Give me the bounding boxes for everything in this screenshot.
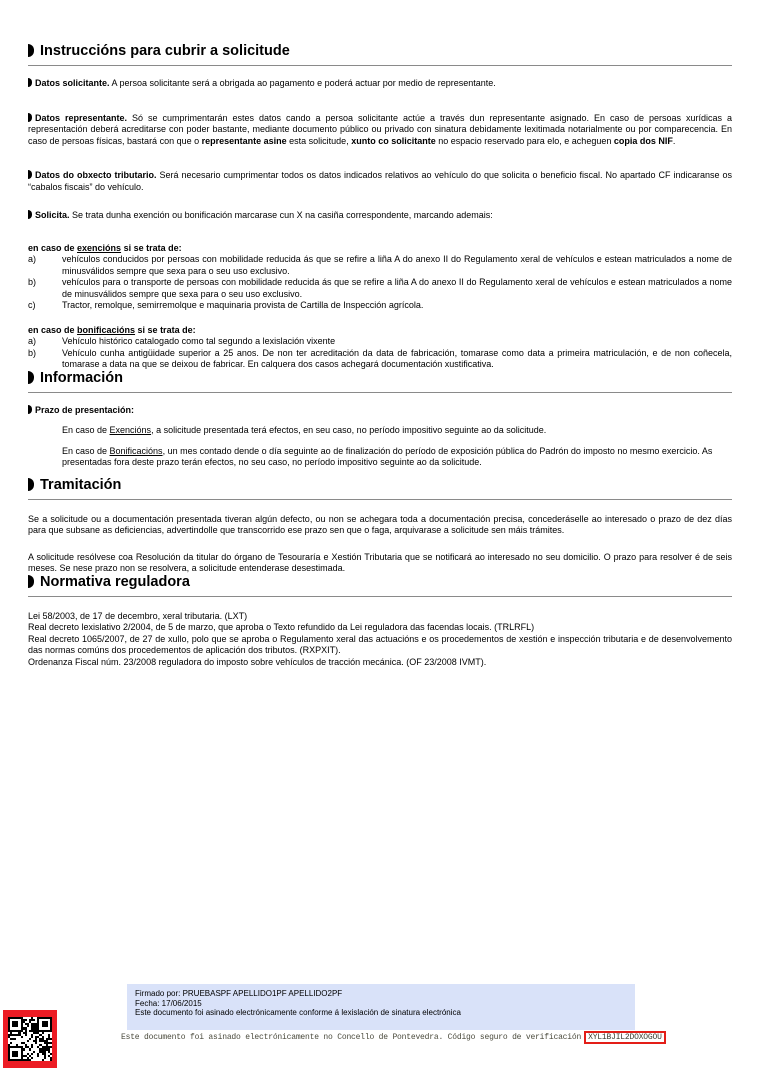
normativa-lines	[28, 611, 732, 669]
paragraph-solicita	[28, 210, 732, 222]
prazo-label	[28, 405, 732, 417]
list-item	[28, 254, 732, 277]
csv-code: XYL1BJIL2DOXOGOU	[584, 1031, 666, 1044]
qr-code	[8, 1017, 52, 1061]
bonificacions-header	[28, 325, 732, 337]
list-text: vehículos para o transporte de persoas con mobilidade reducida ás que se refire a liña A do anexo II do Regulamento xeral de vehículos e estean matriculados a nome de minusválidos sempre que sexa para o seu uso exclusivo.	[62, 277, 732, 299]
qr-module	[50, 1059, 52, 1061]
paragraph-datos-obxecto	[28, 170, 732, 193]
section-title-text: Tramitación	[40, 476, 122, 493]
header-text: en caso de	[28, 324, 78, 335]
info-line-exencions	[62, 425, 732, 437]
normativa-line: Real decreto 1065/2007, de 27 de xullo, polo que se aproba o Regulamento xeral das actuacións e os procedementos de xestión e inspección tributaria e de desenvolvemento das normas comúns dos procedementos de aplicación dos tributos. (RXPXIT).	[28, 633, 732, 655]
item-text: Só se cumprimentarán estes datos cando a persoa solicitante actúe a través dun representante asignado. En caso de persoas xurídicas a representación deberá acreditarse con poder bastante, mediante documento público ou privado con sinatura debidamente lexitimada notarialmente ou por comparecencia. En caso de persoas físicas, bastará con que o	[28, 112, 733, 146]
list-text: vehículos conducidos por persoas con mobilidade reducida ás que se refire a liña A do anexo II do Regulamento xeral de vehículos e estean matriculados a nome de minusválidos sempre que sexa para o seu uso exclusivo.	[62, 254, 732, 276]
info-text: , un mes contado dende o día seguinte ao de finalización do período de exposición pública do Padrón do imposto no mesmo exercicio. As presentadas fora deste prazo terán efectos, no seu caso, no período impositivo seguinte ao da solicitude.	[62, 445, 713, 467]
item-text-bold: xunto co solicitante	[351, 135, 436, 146]
item-bullet-icon	[28, 210, 32, 219]
paragraph-datos-representante	[28, 113, 732, 148]
signature-box	[127, 984, 635, 1030]
item-bullet-icon	[28, 405, 32, 414]
section-title-text: Información	[40, 369, 123, 386]
bonificacions-list	[28, 336, 732, 371]
item-label: Datos do obxecto tributario.	[35, 170, 157, 180]
item-bullet-icon	[28, 170, 32, 179]
header-text: en caso de	[28, 242, 78, 253]
verification-text: Este documento foi asinado electrónicamente no Concello de Pontevedra. Código seguro de verificación	[121, 1033, 582, 1042]
list-marker: b)	[28, 277, 37, 287]
section-bullet-icon	[28, 478, 34, 491]
verification-footer	[121, 1031, 666, 1044]
info-text: En caso de	[62, 425, 110, 435]
item-label: Datos solicitante.	[35, 78, 110, 88]
list-item	[28, 348, 732, 371]
list-marker: a)	[28, 336, 37, 346]
list-item	[28, 336, 732, 348]
tramitacion-paragraph-1: Se a solicitude ou a documentación presentada tiveran algún defecto, ou non se achegara toda a documentación precisa, concederáselle ao interesado o prazo de dez días para que subsane as deficiencias, advertindolle que transcorrido ese prazo sen que o faga, arquivarase a solicitude sen máis trámites.	[28, 513, 732, 535]
info-text-underlined: Exencións	[109, 425, 152, 435]
normativa-line: Lei 58/2003, de 17 de decembro, xeral tributaria. (LXT)	[28, 610, 248, 621]
header-text-underlined: exencións	[77, 242, 122, 253]
normativa-line: Real decreto lexislativo 2/2004, de 5 de marzo, que aproba o Texto refundido da Lei reguladora das facendas locais. (TRLRFL)	[28, 622, 535, 632]
section-title-text: Normativa reguladora	[40, 573, 190, 590]
info-text-underlined: Bonificacións	[109, 445, 163, 456]
section-bullet-icon	[28, 44, 34, 57]
item-text-bold: representante asine	[201, 135, 287, 146]
section-title-tramitacion	[28, 478, 732, 500]
header-text-underlined: bonificacións	[77, 324, 136, 335]
header-text: si se trata de:	[135, 324, 196, 335]
item-text: esta solicitude,	[286, 135, 352, 146]
exencions-list	[28, 254, 732, 312]
item-bullet-icon	[28, 78, 32, 87]
info-text: En caso de	[62, 445, 110, 456]
list-text: Vehículo cunha antigüidade superior a 25 anos. De non ter acreditación da data de fabricación, tomarase como data a primeira matriculación, e de non coñecela, tomarase a data na que se deixou de fabricar. En calquera dos casos achegará documentación xustificativa.	[62, 347, 732, 369]
item-label: Datos representante.	[35, 112, 128, 123]
list-marker: c)	[28, 300, 36, 310]
list-marker: a)	[28, 254, 37, 264]
section-title-normativa	[28, 575, 732, 597]
item-text: Será necesario cumprimentar todos os datos indicados relativos ao vehículo do que solicita o beneficio fiscal. No apartado CF indicaranse os “cabalos fiscais” do vehículo.	[28, 170, 732, 192]
info-text: , a solicitude presentada terá efectos, en seu caso, no período impositivo seguinte ao da solicitude.	[151, 425, 547, 435]
list-item	[28, 277, 732, 300]
section-bullet-icon	[28, 371, 34, 384]
list-item	[28, 300, 732, 312]
section-title-text: Instruccións para cubrir a solicitude	[40, 43, 290, 59]
header-text: si se trata de:	[121, 242, 182, 253]
section-title-informacion	[28, 371, 732, 393]
section-title-instructions	[28, 44, 732, 66]
item-label: Prazo de presentación:	[35, 404, 135, 415]
list-marker: b)	[28, 347, 37, 358]
item-text: no espacio reservado para elo, e acheguen	[435, 135, 614, 146]
qr-frame	[3, 1010, 57, 1068]
signature-date: Fecha: 17/06/2015	[135, 998, 202, 1008]
exencions-header	[28, 243, 732, 255]
signature-note: Este documento foi asinado electrónicamente conforme á lexislación de sinatura electrónica	[135, 1008, 461, 1017]
item-text: .	[672, 135, 676, 146]
item-text: Se trata dunha exención ou bonificación marcarase cun X na casiña correspondente, marcando ademais:	[69, 210, 493, 220]
normativa-line: Ordenanza Fiscal núm. 23/2008 reguladora do imposto sobre vehículos de tracción mecánica. (OF 23/2008 IVMT).	[28, 656, 487, 667]
item-text-bold: copia dos NIF	[613, 135, 673, 146]
signature-signer: Firmado por: PRUEBASPF APELLIDO1PF APELLIDO2PF	[135, 989, 343, 998]
paragraph-datos-solicitante	[28, 78, 732, 90]
item-bullet-icon	[28, 113, 32, 122]
section-bullet-icon	[28, 575, 34, 588]
item-text: A persoa solicitante será a obrigada ao pagamento e poderá actuar por medio de representante.	[109, 78, 496, 88]
item-label: Solicita.	[35, 210, 70, 220]
list-text: Tractor, remolque, semirremolque e maquinaria provista de Cartilla de Inspección agrícola.	[62, 300, 424, 310]
tramitacion-paragraph-2: A solicitude resólvese coa Resolución da titular do órgano de Tesouraría e Xestión Tributaria que se notificará ao interesado no seu domicilio. O prazo para resolver é de seis meses. Se nese prazo non se resolvera, a solicitude entenderase desestimada.	[28, 551, 732, 573]
info-line-bonificacions	[62, 446, 732, 469]
list-text: Vehículo histórico catalogado como tal segundo a lexislación vixente	[62, 336, 336, 346]
